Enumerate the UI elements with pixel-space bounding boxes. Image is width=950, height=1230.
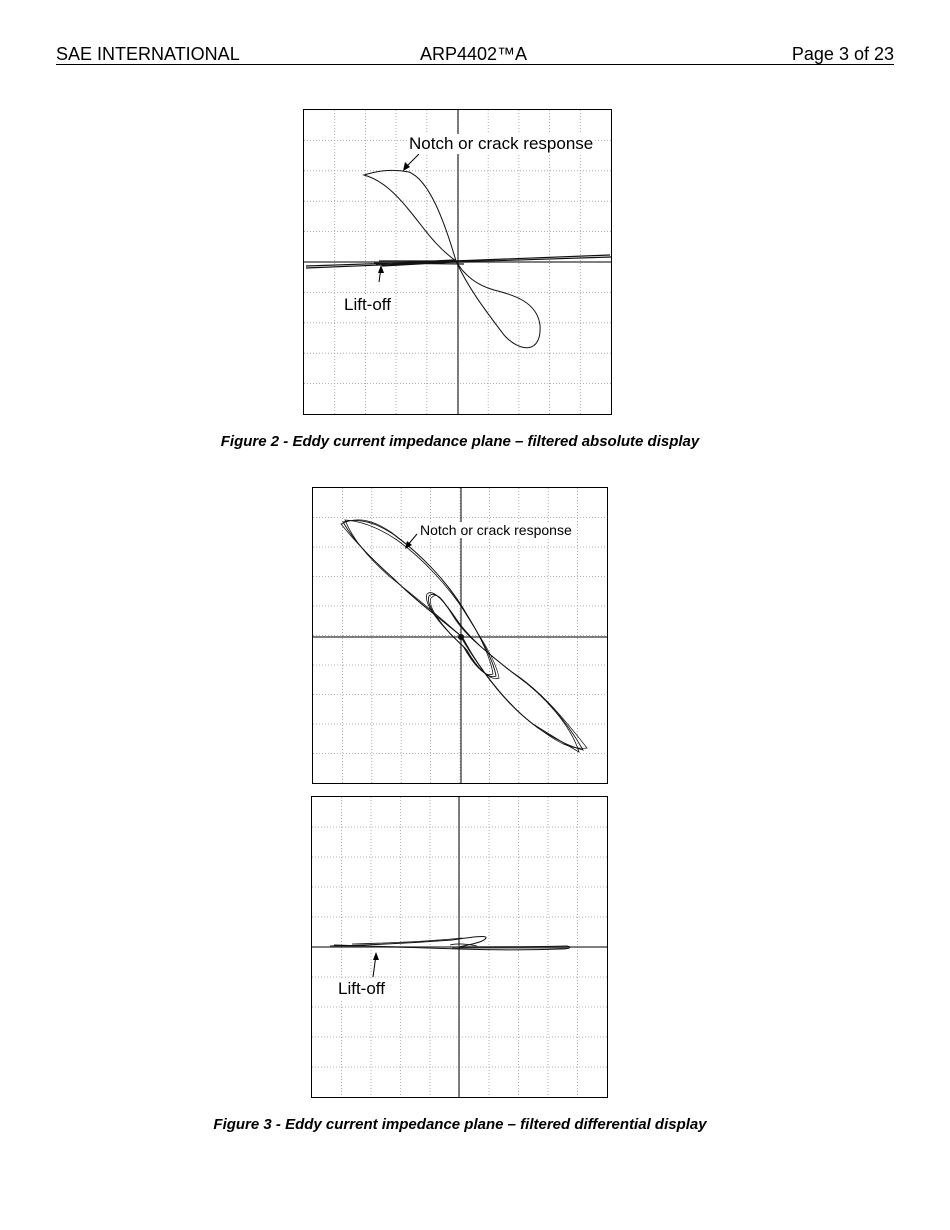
figure3-liftoff-arrowhead: [373, 952, 379, 960]
figure3-liftoff-label: Lift-off: [338, 979, 385, 998]
figure3-caption: Figure 3 - Eddy current impedance plane – filtered differential display: [213, 1116, 707, 1133]
header-page-number: Page 3 of 23: [791, 44, 894, 64]
header-doc-id: ARP4402™A: [420, 44, 528, 64]
figure3-notch-center-dot: [458, 634, 464, 640]
header-rule: [56, 64, 894, 65]
figure3-notch-trace-pass-3: [341, 520, 587, 748]
figure2-caption: Figure 2 - Eddy current impedance plane – filtered absolute display: [220, 433, 700, 450]
figure3-notch-plane: [312, 487, 608, 784]
figure3-notch-label: Notch or crack response: [420, 522, 572, 538]
figure2-impedance-plane: [303, 109, 612, 415]
header-org: SAE INTERNATIONAL: [56, 44, 240, 64]
figure2-notch-label: Notch or crack response: [409, 134, 594, 153]
figure2-liftoff-label: Lift-off: [344, 295, 391, 314]
figure3-liftoff-plane: [311, 796, 608, 1098]
